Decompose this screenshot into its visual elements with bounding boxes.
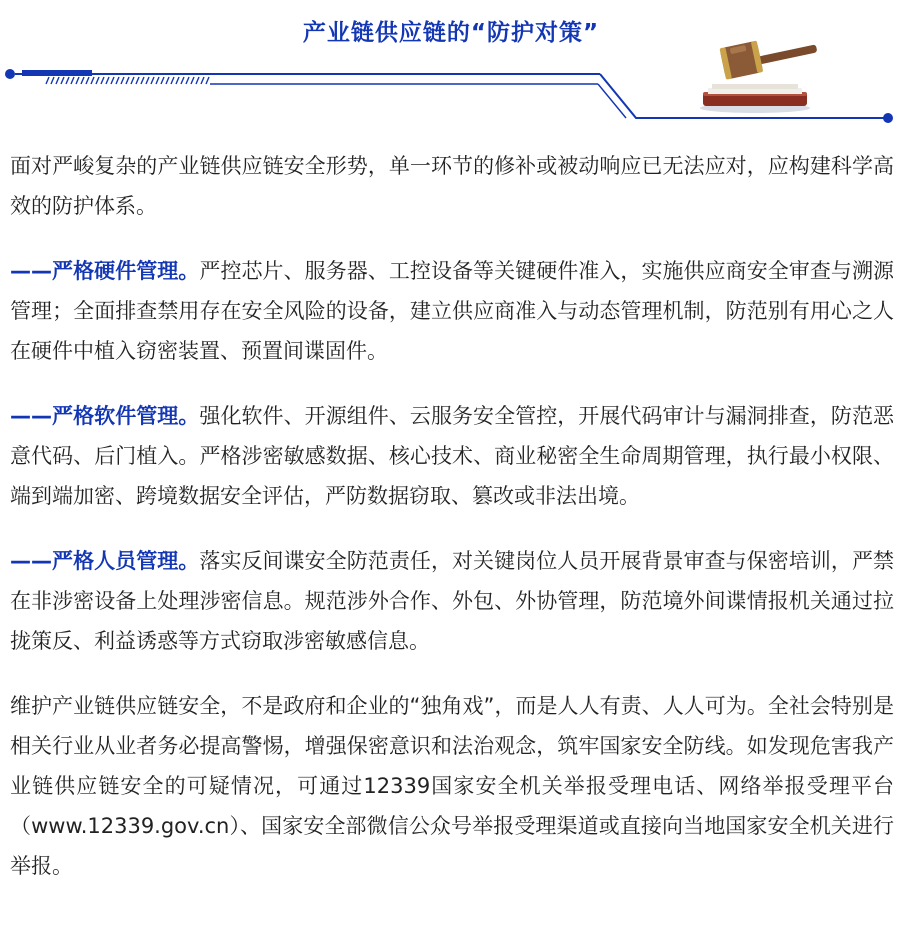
article-body	[10, 146, 894, 911]
paragraph-software-text: 强化软件、开源组件、云服务安全管控，开展代码审计与漏洞排查，防范恶意代码、后门植入。严格涉密敏感数据、核心技术、商业秘密全生命周期管理，执行最小权限、端到端加密、跨境数据安全评估，严防数据窃取、篡改或非法出境。	[10, 404, 895, 508]
left-dot	[5, 69, 15, 79]
page-title: 产业链供应链的“防护对策”	[302, 20, 600, 46]
paragraph-personnel	[10, 541, 894, 661]
paragraph-personnel-lead: ——严格人员管理。	[10, 549, 200, 573]
paragraph-personnel-text: 落实反间谍安全防范责任，对关键岗位人员开展背景审查与保密培训，严禁在非涉密设备上处理涉密信息。规范涉外合作、外包、外协管理，防范境外间谍情报机关通过拉拢策反、利益诱惑等方式窃取涉密敏感信息。	[10, 549, 895, 653]
paragraph-closing-text: 维护产业链供应链安全，不是政府和企业的“独角戏”，而是人人有责、人人可为。全社会特别是相关行业从业者务必提高警惕，增强保密意识和法治观念，筑牢国家安全防线。如发现危害我产业链供应链安全的可疑情况，可通过12339国家安全机关举报受理电话、网络举报受理平台（www.12339.gov.cn）、国家安全部微信公众号举报受理渠道或直接向当地国家安全机关进行举报。	[10, 694, 894, 878]
hatch-band	[46, 77, 209, 84]
paragraph-hardware	[10, 251, 894, 371]
paragraph-software	[10, 396, 894, 516]
thick-bar	[22, 70, 92, 76]
paragraph-intro	[10, 146, 894, 226]
right-dot	[883, 113, 893, 123]
paragraph-hardware-text: 严控芯片、服务器、工控设备等关键硬件准入，实施供应商安全审查与溯源管理；全面排查禁用存在安全风险的设备，建立供应商准入与动态管理机制，防范别有用心之人在硬件中植入窃密装置、预置间谍固件。	[10, 259, 895, 363]
paragraph-intro-text: 面对严峻复杂的产业链供应链安全形势，单一环节的修补或被动响应已无法应对，应构建科学高效的防护体系。	[10, 154, 894, 218]
header-banner	[0, 0, 902, 130]
paragraph-software-lead: ——严格软件管理。	[10, 404, 200, 428]
paragraph-closing	[10, 686, 894, 886]
paragraph-hardware-lead: ——严格硬件管理。	[10, 259, 200, 283]
